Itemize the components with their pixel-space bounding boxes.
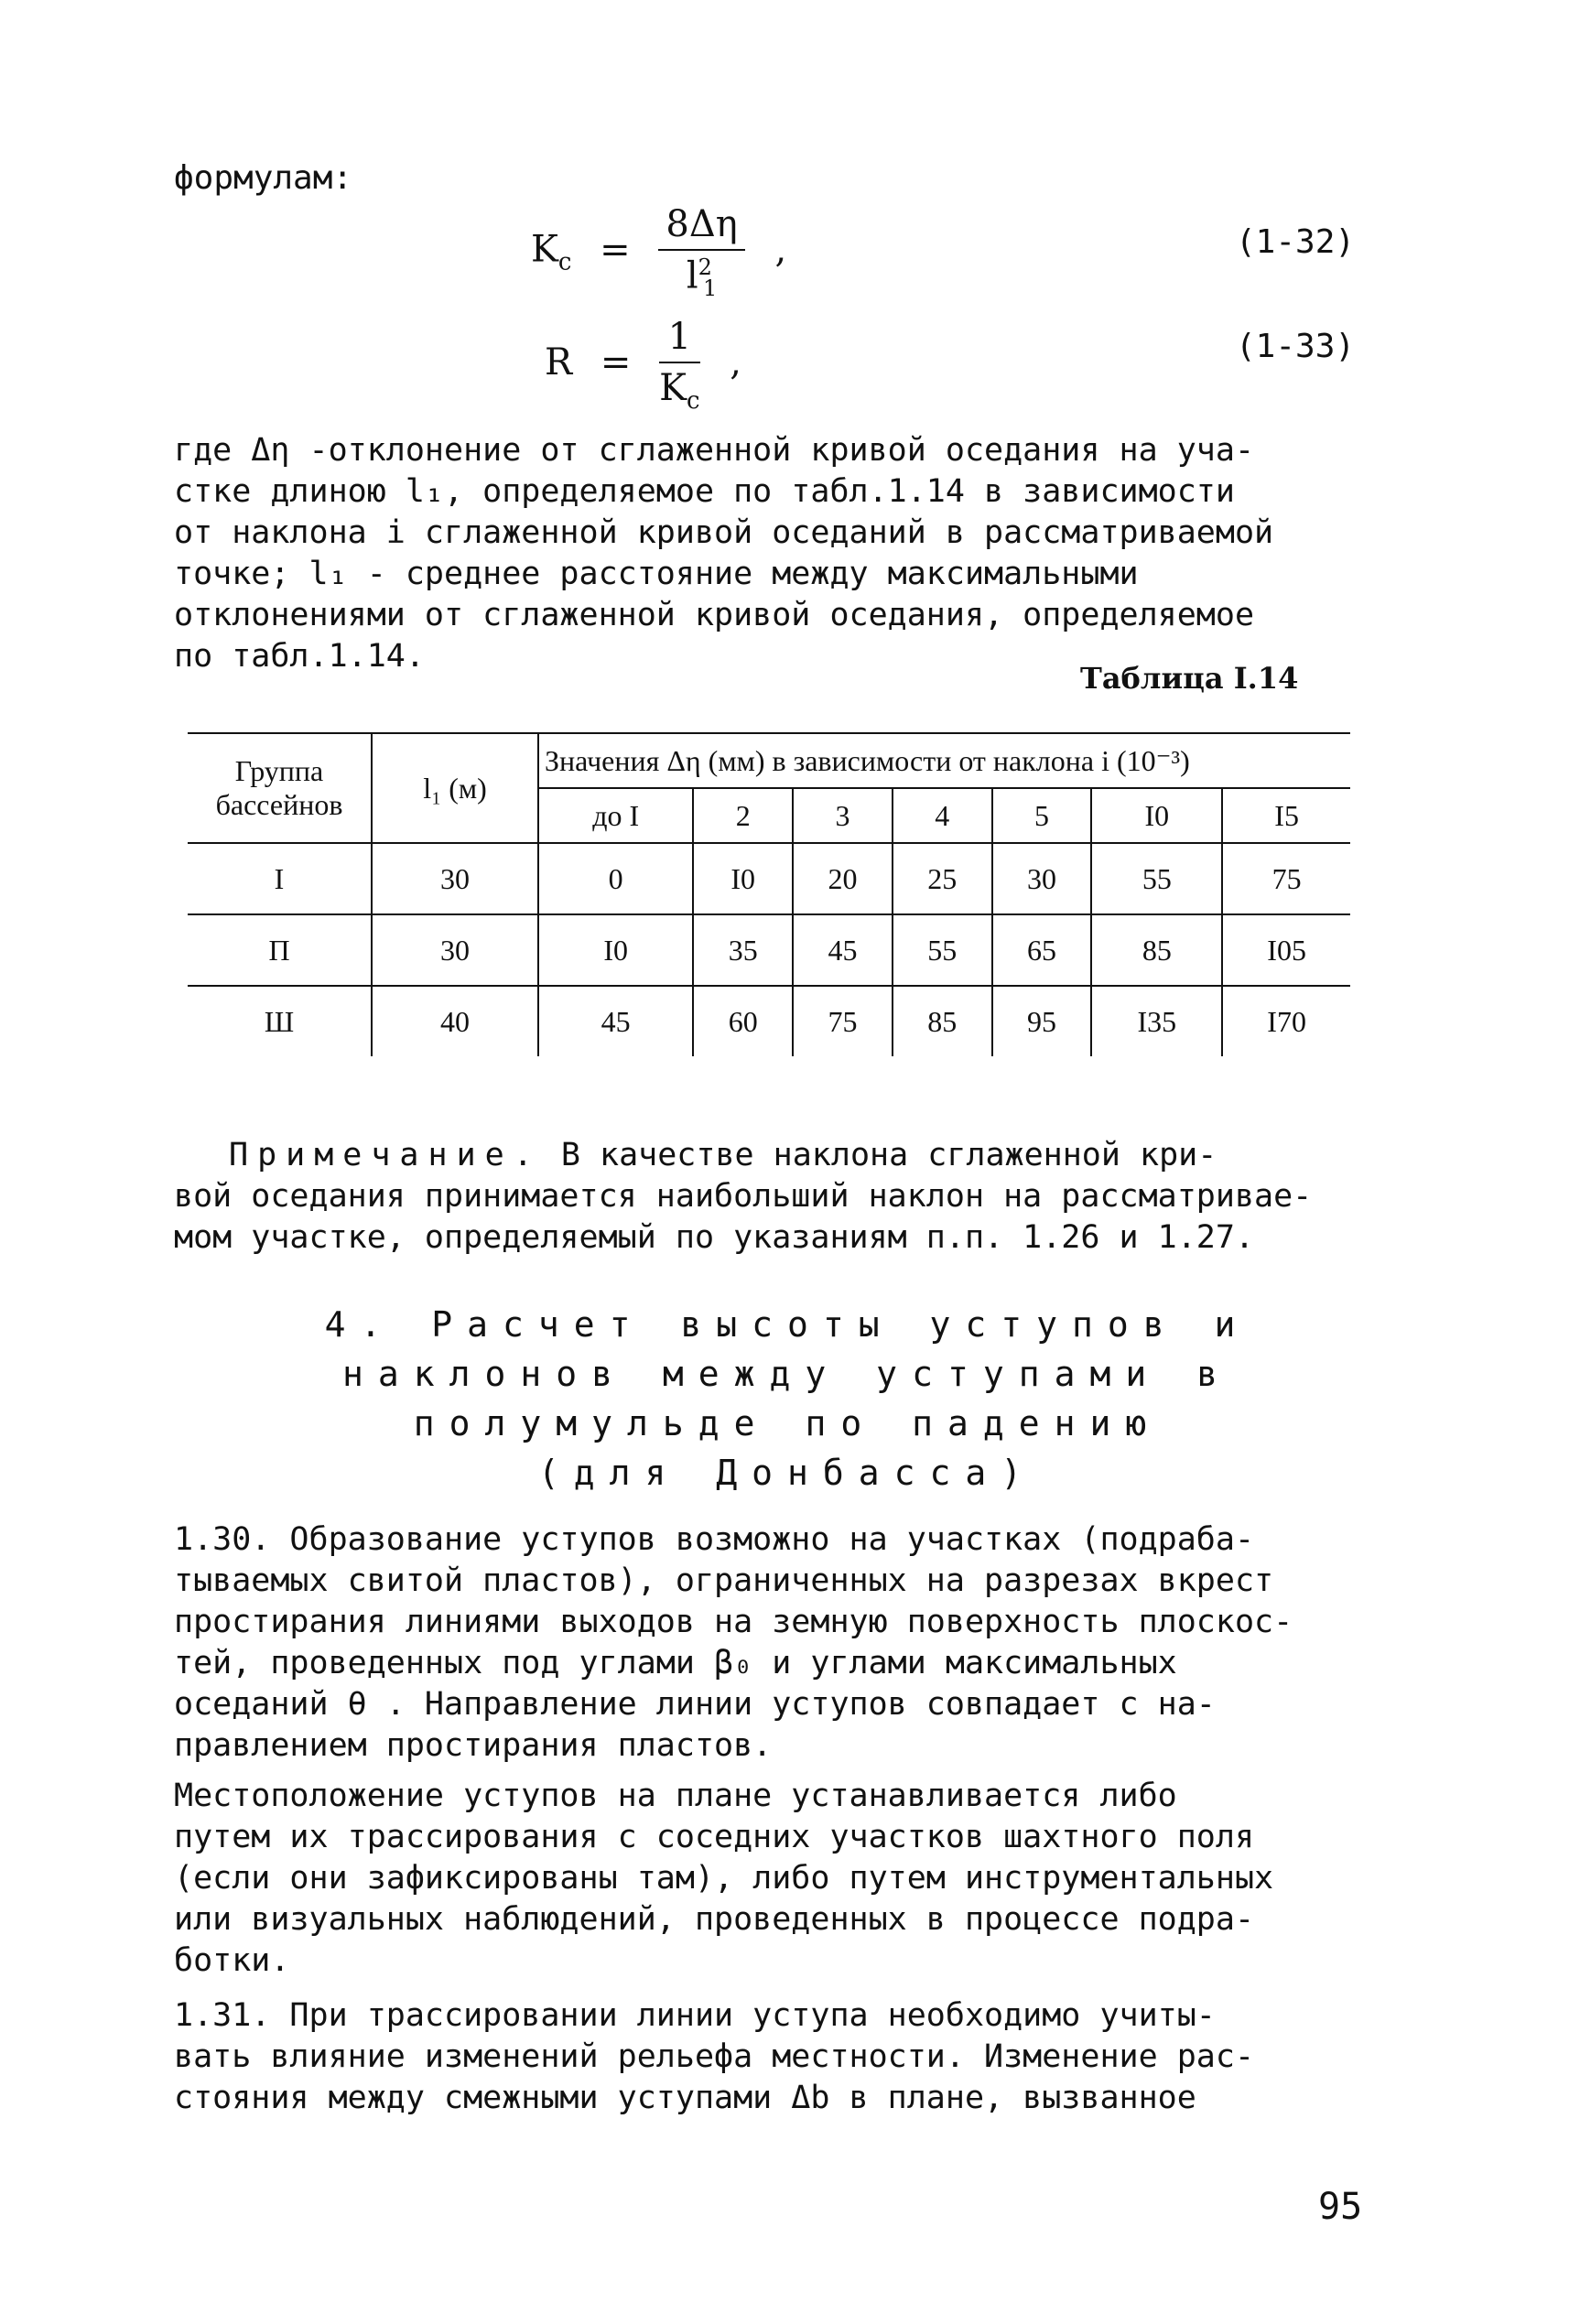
slope-header: 2 [693,788,793,843]
formula-kc-lhs-sub: c [557,248,572,276]
slope-header: 3 [793,788,893,843]
formula-kc-denominator [658,251,744,301]
formula-kc-den-var: l [686,254,698,297]
section-heading-line: полумульде по падению [413,1403,1162,1443]
paragraph-1-31 [174,1995,1455,2119]
section-heading-line: 4. Расчет высоты уступов и [324,1304,1250,1345]
cell-value: 55 [893,914,992,986]
cell-l1: 40 [372,986,538,1056]
slope-header: до I [538,788,693,843]
cell-value: 25 [893,843,992,914]
note-line: вой оседания принимается наибольший наклон на рассматривае- [174,1178,1313,1215]
paragraph-line: правлением простирания пластов. [174,1727,773,1764]
paragraph-line: Местоположение уступов на плане устанавливается либо [174,1778,1177,1814]
formula-kc-fraction [658,203,744,301]
formula-kc-numerator: 8Δη [658,203,744,251]
cell-value: 20 [793,843,893,914]
formula-number-1-33: (1-33) [1236,328,1356,365]
definition-line: точке; l₁ - среднее расстояние между максимальными [174,556,1139,592]
cell-l1: 30 [372,843,538,914]
formula-r-den-var: K [659,367,687,409]
cell-value: 85 [893,986,992,1056]
formula-r-den-sub: c [686,387,700,415]
formula-r [545,316,741,415]
paragraph-line: стояния между смежными уступами Δb в плане, вызванное [174,2080,1196,2116]
formula-r-eq: = [600,341,632,384]
formula-number-1-32: (1-32) [1236,223,1356,261]
table-header-row [188,733,1350,788]
table-row [188,843,1350,914]
cell-value: 75 [1222,843,1350,914]
paragraph-line: оседаний θ . Направление линии уступов совпадает с на- [174,1686,1216,1723]
formula-r-fraction [659,316,699,415]
cell-group: Ш [188,986,372,1056]
definition-line: стке длиною l₁, определяемое по табл.1.14 в зависимости [174,473,1235,510]
cell-value: 45 [793,914,893,986]
cell-value: 85 [1091,914,1222,986]
cell-value: 0 [538,843,693,914]
table-row [188,986,1350,1056]
slope-header: I0 [1091,788,1222,843]
section-heading-line: (для Донбасса) [537,1453,1037,1493]
section-heading-line: наклонов между уступами в [342,1354,1232,1394]
formula-r-tail: , [730,341,741,384]
cell-value: 60 [693,986,793,1056]
page-number: 95 [1318,2186,1363,2228]
paragraph-line: вать влияние изменений рельефа местности. Изменение рас- [174,2038,1255,2075]
cell-value: 55 [1091,843,1222,914]
paragraph-line: (если они зафиксированы там), либо путем инструментальных [174,1860,1274,1897]
header-l1: l₁ (м) [372,733,538,843]
formula-kc-tail: , [774,228,787,271]
definition-line: где Δη -отклонение от сглаженной кривой оседания на уча- [174,432,1255,469]
formula-r-denominator [659,363,699,415]
paragraph-line: 1.30. Образование уступов возможно на участках (подраба- [174,1521,1255,1558]
slope-header: 4 [893,788,992,843]
header-values-title: Значения Δη (мм) в зависимости от наклона i (10⁻³) [538,733,1350,788]
paragraph-line: тываемых свитой пластов), ограниченных на разрезах вкрест [174,1562,1274,1599]
cell-value: 35 [693,914,793,986]
cell-group: П [188,914,372,986]
paragraph-line: или визуальных наблюдений, проведенных в процессе подра- [174,1901,1255,1938]
slope-header: 5 [992,788,1092,843]
cell-value: I0 [538,914,693,986]
note-block [174,1135,1446,1259]
cell-value: I70 [1222,986,1350,1056]
formula-kc-den-sup: 2 [698,254,712,280]
paragraph-line: простирания линиями выходов на земную поверхность плоскос- [174,1604,1293,1640]
table-caption: Таблица I.14 [1080,661,1299,696]
formula-kc-lhs: K [531,228,558,271]
table-row [188,914,1350,986]
section-heading [165,1300,1410,1497]
cell-l1: 30 [372,914,538,986]
cell-value: I35 [1091,986,1222,1056]
paragraph-line: ботки. [174,1942,290,1979]
formula-kc [531,203,786,301]
paragraph-line: 1.31. При трассировании линии уступа необходимо учиты- [174,1997,1216,2034]
cell-value: 30 [992,843,1092,914]
cell-value: 75 [793,986,893,1056]
cell-value: 65 [992,914,1092,986]
cell-value: I05 [1222,914,1350,986]
cell-value: 95 [992,986,1092,1056]
formula-kc-eq: = [600,228,631,271]
formula-r-numerator: 1 [659,316,699,363]
note-line: мом участке, определяемый по указаниям п.п. 1.26 и 1.27. [174,1219,1255,1256]
table-1-14 [188,732,1350,1056]
formula-kc-den-sub: 1 [702,276,718,302]
formula-r-lhs: R [545,341,573,384]
note-line: В качестве наклона сглаженной кри- [541,1137,1217,1173]
definition-line: по табл.1.14. [174,638,425,675]
paragraph-location [174,1776,1455,1982]
paragraph-line: путем их трассирования с соседних участков шахтного поля [174,1819,1255,1855]
slope-header: I5 [1222,788,1350,843]
intro-text: формулам: [174,159,353,197]
cell-value: 45 [538,986,693,1056]
header-group: Группа бассейнов [188,733,372,843]
note-label: Примечание. [229,1137,542,1173]
definition-line: отклонениями от сглаженной кривой оседания, определяемое [174,597,1255,633]
definition-block [174,430,1437,677]
paragraph-1-30 [174,1519,1455,1767]
cell-group: I [188,843,372,914]
paragraph-line: тей, проведенных под углами β₀ и углами максимальных [174,1645,1177,1681]
cell-value: I0 [693,843,793,914]
definition-line: от наклона i сглаженной кривой оседаний в рассматриваемой [174,514,1274,551]
